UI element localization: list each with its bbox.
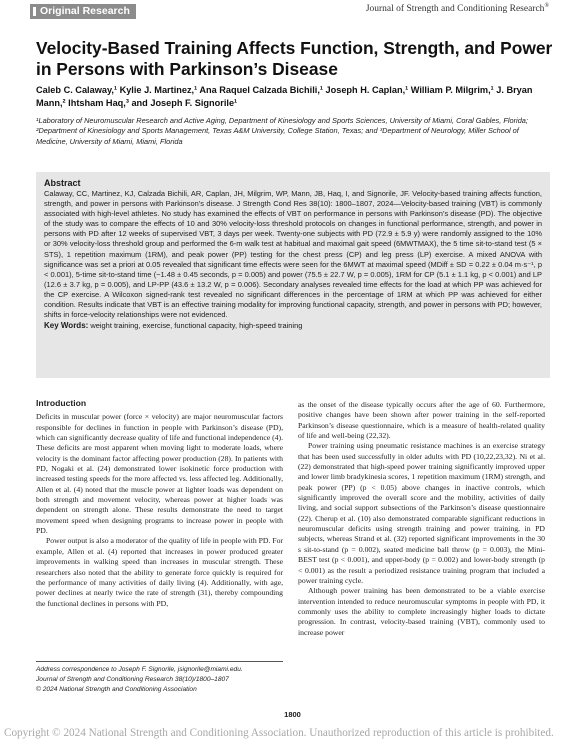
copyright-note: © 2024 National Strength and Conditioning Association <box>36 686 197 693</box>
correspondence-note: Address correspondence to Joseph F. Signorile, jsignorile@miami.edu. <box>36 666 243 673</box>
body-paragraph: Power output is also a moderator of the quality of life in people with PD. For example, Allen et al. (4) reported that increases in power produced greater improvements in walking speed than increases in muscular strength. These researchers also noted that the ability to generate force quickly is required for the performance of many activities of daily living (4). Additionally, with age, power declines at nearly twice the rate of strength (31), thereby compounding the functional declines in persons with PD, <box>36 536 283 608</box>
body-paragraph: as the onset of the disease typically occurs after the age of 60. Furthermore, positive changes have been shown after power training in the self-reported Parkinson’s disease questionnaire, which is a measure of health-related quality of life and well-being (22,32). <box>298 400 545 441</box>
keywords-label: Key Words: <box>44 321 89 331</box>
journal-name <box>366 3 549 14</box>
body-paragraph: Power training using pneumatic resistance machines is an exercise strategy that has been used successfully in older adults with PD (10,22,23,32). Ni et al. (22) demonstrated that high-speed power training significantly improved upper and lower limb bradykinesia scores, 1 repetition maximum (1RM) strength, and peak power (PP) (p < 0.05) above changes in inactive controls, which significantly improved the overall score and the mobility, activities of daily living, and social support subsections of the Parkinson’s disease questionnaire (22). Cherup et al. (10) also demonstrated comparable significant reductions in neuromuscular deficits using strength training and power training, in PD subjects, whereas Strand et al. (32) reported significant improvements in the 30 s sit-to-stand (p = 0.002), seated medicine ball throw (p = 0.003), the Mini-BEST test (p < 0.001), and upper-body (p = 0.002) and lower-body strength (p < 0.001) as the result a periodized resistance training program that included a power training cycle. <box>298 441 545 585</box>
section-label-text: Original Research <box>40 5 130 17</box>
intro-heading: Introduction <box>36 398 87 408</box>
affiliations: ¹Laboratory of Neuromuscular Research and Active Aging, Department of Kinesiology and Sports Sciences, University of Miami, Coral Gables, Florida; ²Department of Kinesiology and Sports Management, Texas A&M University, College Station, Texas; and ³Department of Neurology, Miller School of Medicine, University of Miami, Miami, Florida <box>36 116 528 146</box>
keywords-text: weight training, exercise, functional capacity, high-speed training <box>90 321 303 331</box>
footnotes <box>36 661 283 695</box>
journal-name-text: Journal of Strength and Conditioning Research <box>365 4 545 15</box>
journal-header <box>0 0 585 22</box>
author-list: Caleb C. Calaway,¹ Kylie J. Martinez,¹ Ana Raquel Calzada Bichili,¹ Joseph H. Caplan,¹ William P. Milgrim,¹ J. Bryan Mann,² Ihtsham Haq,³ and Joseph F. Signorile¹ <box>36 85 533 108</box>
abstract-box <box>36 172 550 378</box>
body-column-left <box>36 398 283 609</box>
body-paragraph: Deficits in muscular power (force × velocity) are major neuromuscular factors responsible for declines in function in people with Parkinson’s disease (PD), which can significantly decrease quality of life and functional independence (4). These deficits are most apparent when moving light to moderate loads, where velocity is the dominant factor affecting power production (28). In patients with PD, Nogaki et al. (24) demonstrated lower isokinetic force production with increased testing speeds for the more affected vs. less affected leg. Additionally, Allen et al. (4) noted that the muscle power at lighter loads was dependent on both strength and movement velocity, whereas power at higher loads was dependent on strength alone. These results demonstrate the need to target movement speed when designing programs to increase power in people with PD. <box>36 412 283 536</box>
page-number: 1800 <box>284 710 301 719</box>
section-label <box>30 4 136 19</box>
citation-note: Journal of Strength and Conditioning Research 38(10)/1800–1807 <box>36 676 229 683</box>
body-column-right <box>298 400 545 638</box>
body-paragraph: Although power training has been demonstrated to be a viable exercise intervention intended to reduce neuromuscular symptoms in people with PD, it commonly uses the ability to complete increasingly higher loads to dictate progression. In contrast, velocity-based training (VBT), commonly used to increase power <box>298 586 545 637</box>
copyright-watermark: Copyright © 2024 National Strength and Conditioning Association. Unauthorized reproduction of this article is prohibited. <box>4 727 554 739</box>
keywords <box>44 321 542 331</box>
registered-mark: ® <box>544 3 549 9</box>
tab-marker <box>33 7 36 16</box>
abstract-text: Calaway, CC, Martinez, KJ, Calzada Bichili, AR, Caplan, JH, Milgrim, WP, Mann, JB, Haq, I, and Signorile, JF. Velocity-based training affects function, strength, and power in persons with Parkinson’s disease. J Strength Cond Res 38(10): 1800–1807, 2024—Velocity-based training (VBT) is commonly associated with high-level athletes. No study has examined the effects of VBT on performance in persons with Parkinson’s disease (PD). The objective of the study was to compare the effects of 10 and 30% velocity-loss threshold protocols on changes in functional performance, strength, and power in persons with PD after 12 weeks of supervised VBT, 3 days per week. Twenty-one subjects with PD (72.9 ± 5.9 y) were randomly assigned to the 10% or 30% velocity-loss threshold group and performed the 6-m walk test at habitual and maximal gait speed (6MWTMAX), the 5 time sit-to-stand test (5 × STS), 1 repetition maximum (1RM), and peak power (PP) testing for the chest press (CP) and leg press (LP) exercise. A mixed ANOVA with significance was set a priori at 0.05 revealed that significant time effects were seen for the 6MWT at maximal speed (MDiff ± SD = 0.22 ± 0.04 m·s⁻¹, p < 0.001), 5-time sit-to-stand time (−1.48 ± 0.45 seconds, p = 0.005) and power (75.5 ± 22.7 W, p = 0.005), 1RM for CP (5.1 ± 1.1 kg, p < 0.001) and LP (12.6 ± 3.7 kg, p = 0.005), and LP-PP (43.6 ± 13.2 W, p = 0.006). Secondary analyses revealed time effects for the load at which PP was achieved for the CP exercise. A Wilcoxon signed-rank test revealed no significant differences in the percentage of 1RM at which PP was achieved for either condition. Results indicate that VBT is an effective training modality for improving functional capacity, strength, and power in persons with PD; however, shifts in force-velocity relationships were not evidenced. <box>44 189 542 320</box>
abstract-heading: Abstract <box>44 178 81 188</box>
article-title: Velocity-Based Training Affects Function, Strength, and Power in Persons with Parkinson’s Disease <box>36 38 553 79</box>
